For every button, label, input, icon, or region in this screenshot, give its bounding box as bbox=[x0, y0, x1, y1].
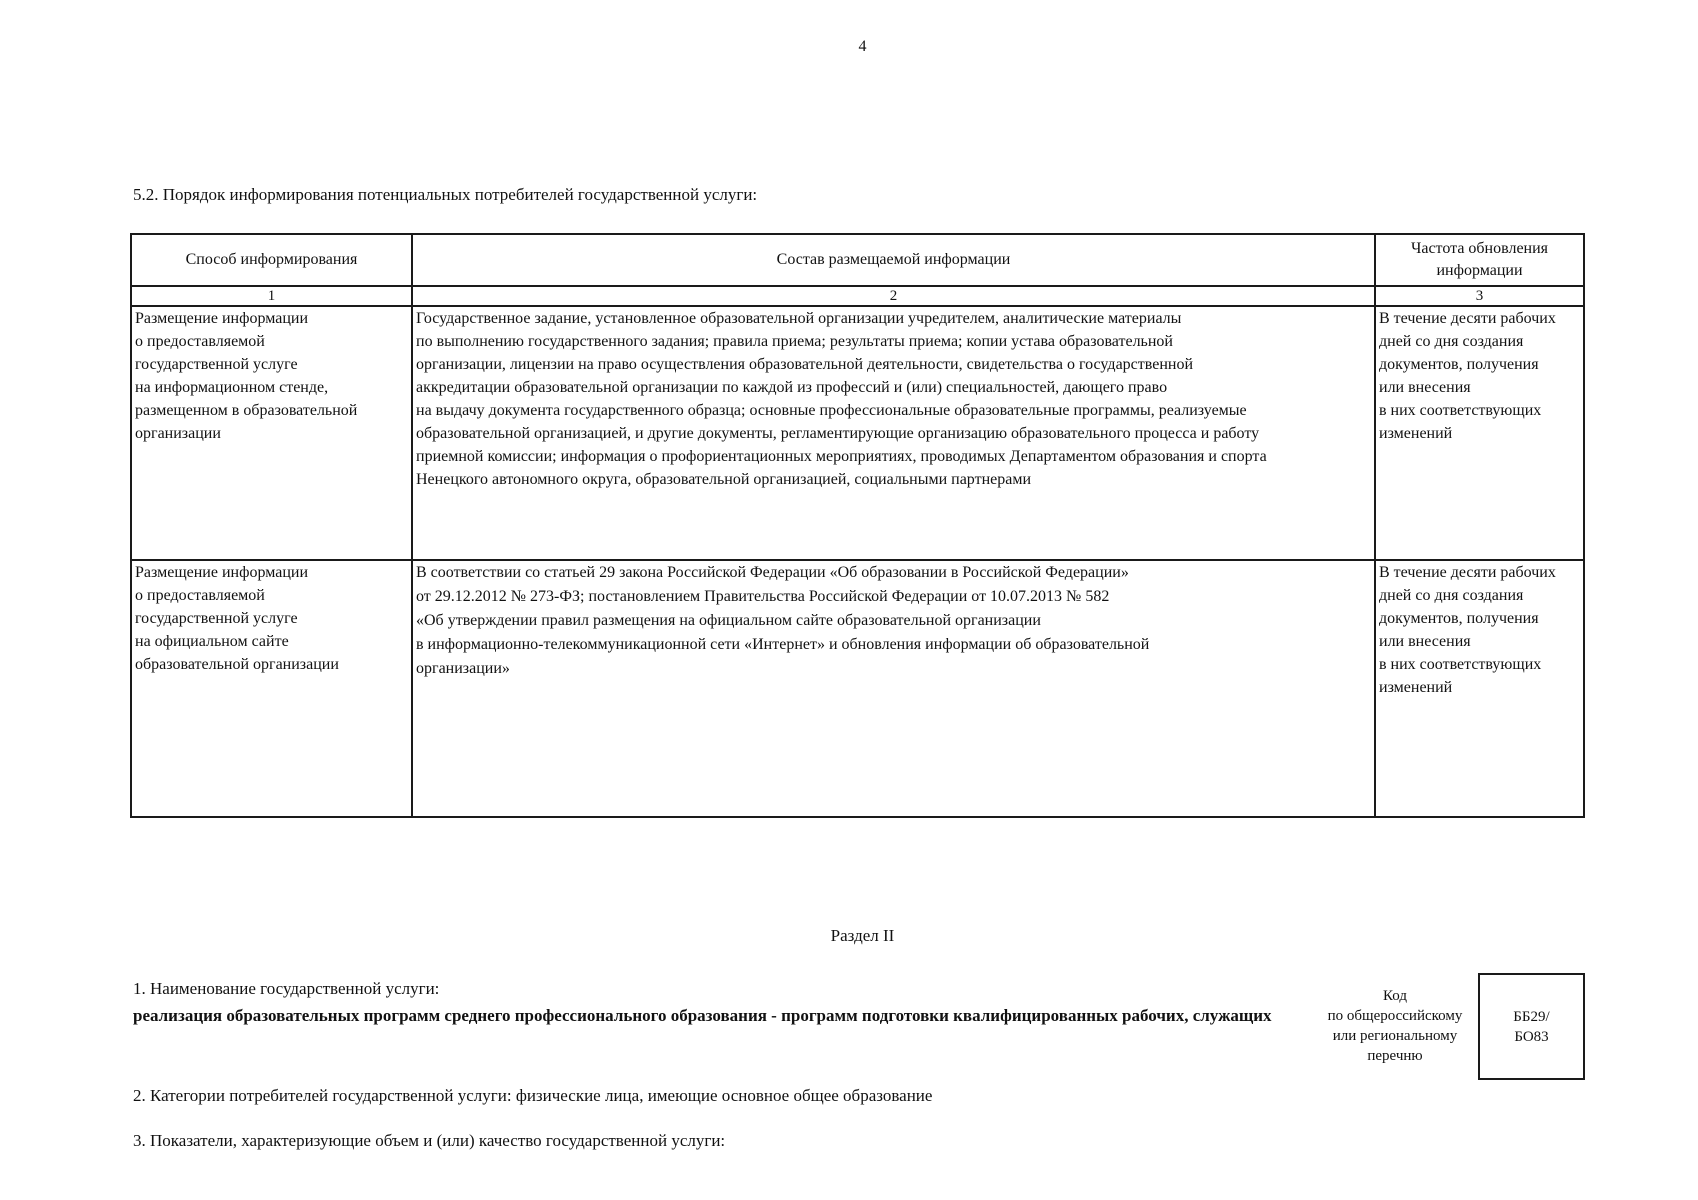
code-label bbox=[1315, 986, 1475, 1066]
content-line: от 29.12.2012 № 273-ФЗ; постановлением Правительства Российской Федерации от 10.07.2013 № 582 bbox=[416, 588, 1110, 605]
code-label-line: перечню bbox=[1367, 1048, 1423, 1064]
table-row bbox=[131, 306, 1584, 560]
service-name-label: 1. Наименование государственной услуги: bbox=[133, 979, 440, 998]
content-line: организации» bbox=[416, 660, 510, 677]
code-value-line: БО83 bbox=[1514, 1028, 1549, 1045]
code-value-line: ББ29/ bbox=[1513, 1008, 1550, 1025]
code-label-line: по общероссийскому bbox=[1327, 1008, 1463, 1024]
frequency-line: изменений bbox=[1379, 679, 1453, 696]
header-frequency: Частота обновления информации bbox=[1375, 234, 1584, 286]
code-label-line: или региональному bbox=[1332, 1028, 1458, 1044]
method-line: о предоставляемой bbox=[135, 587, 265, 604]
column-number: 2 bbox=[412, 286, 1375, 306]
informing-table bbox=[130, 233, 1585, 818]
method-line: на информационном стенде, bbox=[135, 379, 329, 396]
column-number: 3 bbox=[1375, 286, 1584, 306]
content-line: образовательной организацией, и другие документы, регламентирующие организацию образовательного процесса и работу bbox=[416, 425, 1260, 442]
frequency-line: документов, получения bbox=[1379, 356, 1539, 373]
method-line: образовательной организации bbox=[135, 656, 339, 673]
frequency-cell bbox=[1375, 306, 1584, 560]
section-title: Раздел II bbox=[830, 926, 895, 945]
code-label-line: Код bbox=[1383, 988, 1407, 1004]
section-5-2-heading: 5.2. Порядок информирования потенциальных потребителей государственной услуги: bbox=[133, 185, 758, 204]
content-cell bbox=[412, 560, 1375, 817]
method-line: Размещение информации bbox=[135, 564, 309, 581]
content-line: по выполнению государственного задания; правила приема; результаты приема; копии устава образовательной bbox=[416, 333, 1173, 350]
column-number: 1 bbox=[131, 286, 412, 306]
content-line: аккредитации образовательной организации по каждой из профессий и (или) специальностей, дающего право bbox=[416, 379, 1168, 396]
content-cell bbox=[412, 306, 1375, 560]
table-row bbox=[131, 560, 1584, 817]
code-box bbox=[1478, 973, 1585, 1080]
frequency-line: в них соответствующих bbox=[1379, 656, 1542, 673]
content-line: приемной комиссии; информация о профориентационных мероприятиях, проводимых Департаментом образования и спорта bbox=[416, 448, 1267, 465]
indicators-heading: 3. Показатели, характеризующие объем и (или) качество государственной услуги: bbox=[133, 1131, 726, 1150]
content-line: в информационно-телекоммуникационной сети «Интернет» и обновления информации об образовательной bbox=[416, 636, 1150, 653]
frequency-cell bbox=[1375, 560, 1584, 817]
service-name: реализация образовательных программ среднего профессионального образования - программ подготовки квалифицированных рабочих, служащих bbox=[133, 1006, 1272, 1025]
frequency-line: В течение десяти рабочих bbox=[1379, 564, 1556, 581]
content-line: Государственное задание, установленное образовательной организации учредителем, аналитические материалы bbox=[416, 310, 1182, 327]
table-header-row bbox=[131, 234, 1584, 286]
method-cell bbox=[131, 306, 412, 560]
method-line: о предоставляемой bbox=[135, 333, 265, 350]
content-line: В соответствии со статьей 29 закона Российской Федерации «Об образовании в Российской Федерации» bbox=[416, 564, 1129, 581]
method-line: Размещение информации bbox=[135, 310, 309, 327]
content-line: Ненецкого автономного округа, образовательной организацией, социальными партнерами bbox=[416, 471, 1032, 488]
frequency-line: в них соответствующих bbox=[1379, 402, 1542, 419]
frequency-line: или внесения bbox=[1379, 379, 1471, 396]
frequency-line: или внесения bbox=[1379, 633, 1471, 650]
column-number-row bbox=[131, 286, 1584, 306]
consumer-categories: 2. Категории потребителей государственной услуги: физические лица, имеющие основное общее образование bbox=[133, 1086, 933, 1105]
frequency-line: В течение десяти рабочих bbox=[1379, 310, 1556, 327]
method-cell bbox=[131, 560, 412, 817]
content-line: организации, лицензии на право осуществления образовательной деятельности, свидетельства о государственной bbox=[416, 356, 1194, 373]
page-number: 4 bbox=[858, 38, 867, 55]
frequency-line: дней со дня создания bbox=[1379, 333, 1524, 350]
method-line: на официальном сайте bbox=[135, 633, 289, 650]
header-method: Способ информирования bbox=[131, 234, 412, 286]
frequency-line: документов, получения bbox=[1379, 610, 1539, 627]
method-line: государственной услуге bbox=[135, 610, 298, 627]
method-line: организации bbox=[135, 425, 221, 442]
frequency-line: дней со дня создания bbox=[1379, 587, 1524, 604]
frequency-line: изменений bbox=[1379, 425, 1453, 442]
content-line: «Об утверждении правил размещения на официальном сайте образовательной организации bbox=[416, 612, 1041, 629]
content-line: на выдачу документа государственного образца; основные профессиональные образовательные программы, реализуемые bbox=[416, 402, 1247, 419]
method-line: государственной услуге bbox=[135, 356, 298, 373]
method-line: размещенном в образовательной bbox=[135, 402, 358, 419]
header-content: Состав размещаемой информации bbox=[412, 234, 1375, 286]
